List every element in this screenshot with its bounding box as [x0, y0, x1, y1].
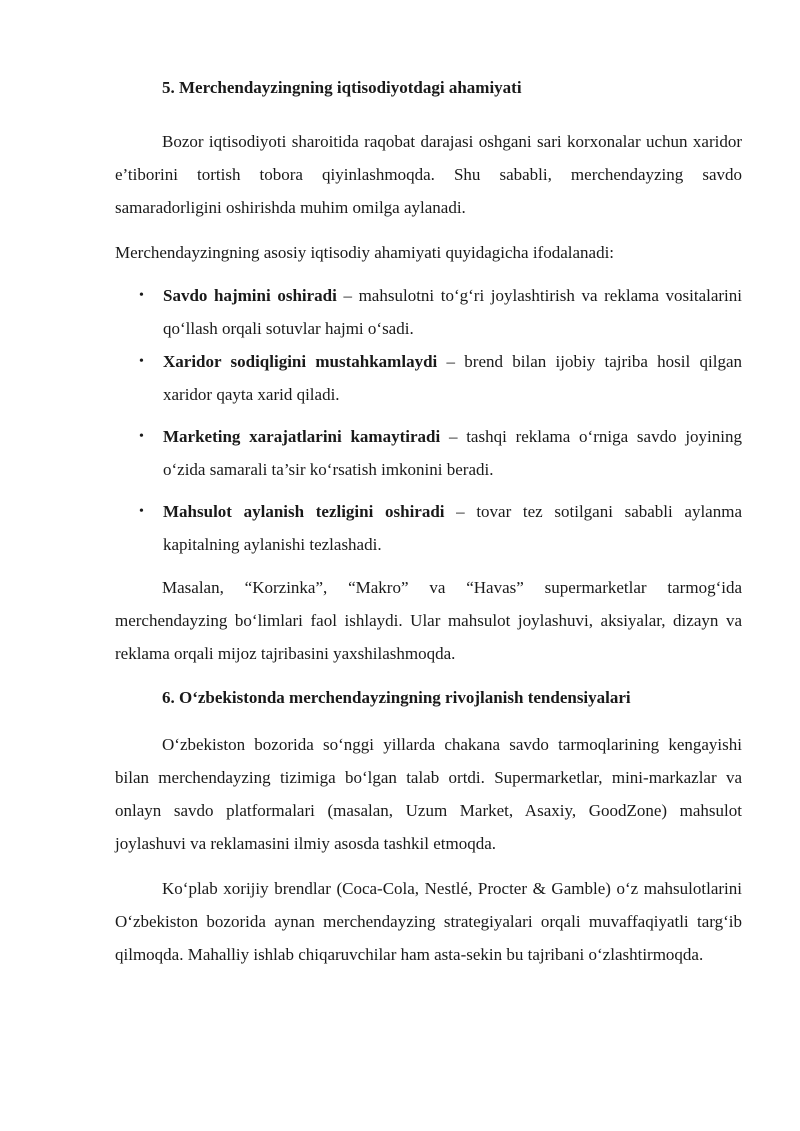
list-item [115, 420, 742, 486]
section-6-paragraph-1: O‘zbekiston bozorida so‘nggi yillarda chakana savdo tarmoqlarining kengayishi bilan merchendayzing tizimiga bo‘lgan talab ortdi. Supermarketlar, mini-markazlar va onlayn savdo platformalari (masalan, Uzum Market, Asaxiy, GoodZone) mahsulot joylashuvi va reklamasini ilmiy asosda tashkil etmoqda. [115, 735, 742, 853]
bullet-icon: • [139, 504, 144, 519]
list-item-title: Mahsulot aylanish tezligini oshiradi [163, 502, 445, 521]
bullet-icon: • [139, 429, 144, 444]
list-item [115, 279, 742, 345]
list-item-text: – mahsulotni to‘g‘ri joylashtirish va reklama vositalarini qo‘llash orqali sotuvlar hajmi o‘sadi. [163, 286, 742, 338]
document-page [115, 74, 742, 971]
list-item [115, 495, 742, 561]
section-6-paragraph-2: Ko‘plab xorijiy brendlar (Coca-Cola, Nestlé, Procter & Gamble) o‘z mahsulotlarini O‘zbekiston bozorida aynan merchendayzing strategiyalari orqali muvaffaqiyatli targ‘ib qilmoqda. Mahalliy ishlab chiqaruvchilar ham asta-sekin bu tajribani o‘zlashtirmoqda. [115, 879, 742, 964]
section-5-paragraph-3: Masalan, “Korzinka”, “Makro” va “Havas” supermarketlar tarmog‘ida merchendayzing bo‘limlari faol ishlaydi. Ular mahsulot joylashuvi, aksiyalar, dizayn va reklama orqali mijoz tajribasini yaxshilashmoqda. [115, 578, 742, 663]
list-item [115, 345, 742, 411]
bullet-icon: • [139, 354, 144, 369]
section-5-paragraph-2: Merchendayzingning asosiy iqtisodiy ahamiyati quyidagicha ifodalanadi: [115, 243, 615, 262]
list-item-title: Xaridor sodiqligini mustahkamlaydi [163, 352, 438, 371]
list-item-text: – tashqi reklama o‘rniga savdo joyining o‘zida samarali ta’sir ko‘rsatish imkonini beradi. [163, 427, 742, 479]
list-item-text: – tovar tez sotilgani sababli aylanma kapitalning aylanishi tezlashadi. [163, 502, 742, 554]
section-5-paragraph-1: Bozor iqtisodiyoti sharoitida raqobat darajasi oshgani sari korxonalar uchun xaridor e’tiborini tortish tobora qiyinlashmoqda. Shu sababli, merchendayzing savdo samaradorligini oshirishda muhim omilga aylanadi. [115, 132, 742, 217]
economic-benefits-list [115, 279, 742, 561]
bullet-icon: • [139, 288, 144, 303]
section-6-heading: 6. O‘zbekistonda merchendayzingning rivojlanish tendensiyalari [162, 688, 631, 707]
list-item-title: Marketing xarajatlarini kamaytiradi [163, 427, 441, 446]
section-5-heading: 5. Merchendayzingning iqtisodiyotdagi ahamiyati [162, 78, 522, 97]
list-item-title: Savdo hajmini oshiradi [163, 286, 337, 305]
list-item-text: – brend bilan ijobiy tajriba hosil qilgan xaridor qayta xarid qiladi. [163, 352, 743, 404]
